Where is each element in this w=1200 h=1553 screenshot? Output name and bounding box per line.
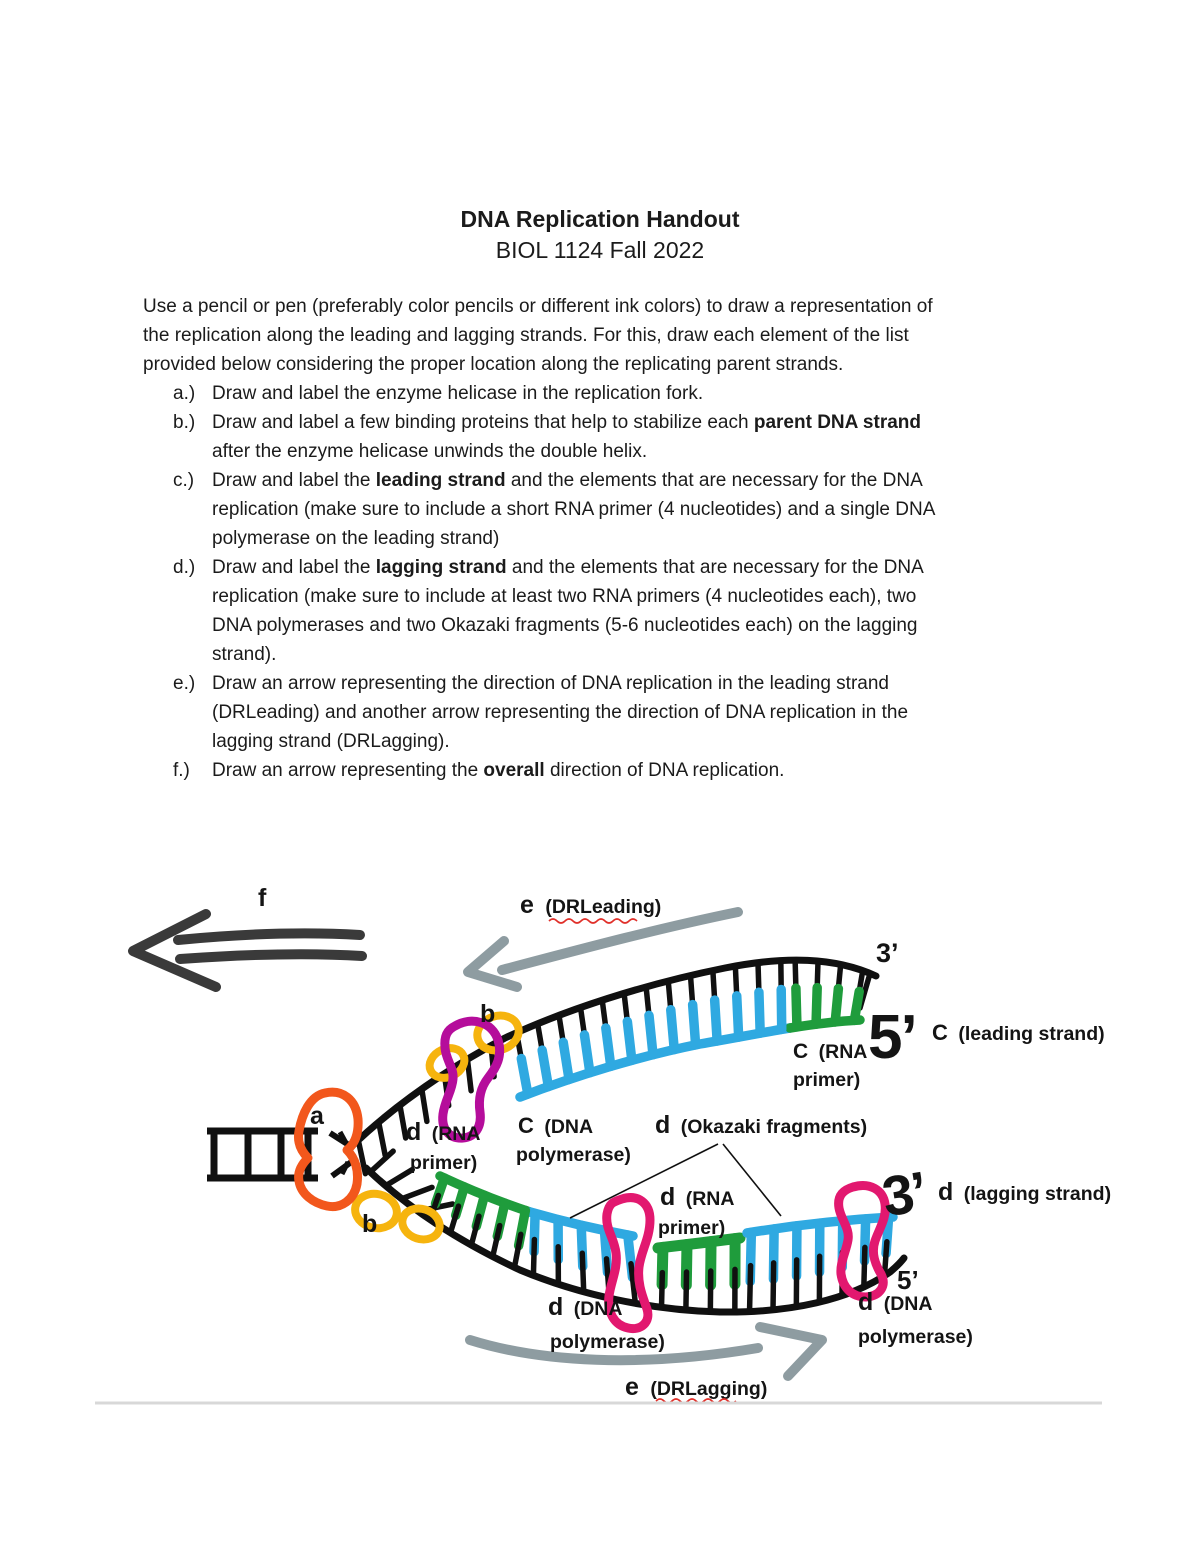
overall-direction-arrow — [133, 914, 362, 987]
bold-phrase: overall — [483, 760, 545, 781]
text-run: lagging strand (DRLagging). — [212, 731, 450, 752]
item-marker: e.) — [173, 673, 196, 694]
strand-tick — [542, 1050, 548, 1086]
text-run: and the elements that are necessary for the DNA — [505, 470, 923, 491]
mid-rna-primer-label-line1: d (RNA — [660, 1183, 735, 1211]
strand-tick — [402, 1187, 432, 1198]
bold-phrase: lagging strand — [375, 557, 507, 578]
mid-rna-primer-label-line2: primer) — [658, 1217, 726, 1239]
leading-polymerase-label-line1: C (DNA — [518, 1113, 594, 1138]
text-run: direction of DNA replication. — [544, 760, 785, 781]
overall-arrow-shaft-top — [178, 933, 360, 940]
five-prime-leading-label: 5’ — [868, 1003, 916, 1072]
text-run: (DRLeading) and another arrow representing the direction of DNA replication in the — [212, 702, 909, 723]
strand-tick — [796, 988, 797, 1027]
three-prime-top-label: 3’ — [876, 938, 899, 968]
bold-phrase: leading strand — [375, 470, 506, 491]
text-run: Draw an arrow representing the — [212, 760, 484, 781]
fork-rna-primer-label-line2: primer) — [410, 1152, 478, 1174]
intro-line: provided below considering the proper location along the replicating parent strands. — [143, 354, 844, 375]
strand-tick — [781, 989, 782, 1029]
item-marker: f.) — [173, 760, 190, 781]
strand-tick — [563, 1042, 569, 1079]
strand-tick — [649, 1015, 653, 1054]
strand-tick — [386, 1170, 413, 1186]
strand-tick — [750, 1266, 751, 1312]
text-run: DNA polymerases and two Okazaki fragments (5-6 nucleotides each) on the lagging — [212, 615, 918, 636]
strand-tick — [854, 991, 859, 1020]
strand-tick — [864, 1247, 865, 1286]
strand-tick — [737, 996, 739, 1037]
strand-tick — [521, 1058, 528, 1094]
five-prime-bottom-label: 5’ — [897, 1265, 919, 1295]
lagging-strand-label: d (lagging strand) — [938, 1178, 1112, 1206]
bold-phrase: parent DNA strand — [753, 412, 921, 433]
text-run: strand). — [212, 644, 277, 665]
text-run: replication (make sure to include at least two RNA primers (4 nucleotides each), two — [212, 586, 917, 607]
strand-tick — [400, 1105, 406, 1138]
text-run: after the enzyme helicase unwinds the double helix. — [212, 441, 648, 462]
strand-tick — [835, 989, 838, 1022]
intro-line: Use a pencil or pen (preferably color pencils or different ink colors) to draw a representation of — [143, 296, 933, 317]
item-marker: b.) — [173, 412, 196, 433]
lagging-polymerase-right-label-line1: d (DNA — [858, 1288, 933, 1316]
label-drleading: e (DRLeading) — [520, 891, 662, 919]
strand-tick — [759, 992, 760, 1033]
text-run: Draw an arrow representing the direction of DNA replication in the leading strand — [212, 673, 889, 694]
drleading-spellcheck-underline — [549, 919, 637, 923]
strand-tick — [422, 1089, 427, 1121]
parent-dna-ladder — [207, 1131, 354, 1178]
leading-rna-primer-label-line2: primer) — [793, 1069, 861, 1091]
leading-rna-primer-label-line1: C (RNA — [793, 1040, 868, 1063]
three-prime-lagging-label: 3’ — [877, 1159, 930, 1229]
label-f: f — [258, 884, 267, 912]
strand-tick — [671, 1010, 674, 1050]
strand-tick — [627, 1021, 632, 1060]
lagging-rna-primer2-backbone — [658, 1238, 740, 1248]
text-run: Draw and label the — [212, 470, 376, 491]
strand-tick — [715, 1000, 717, 1041]
document-subtitle: BIOL 1124 Fall 2022 — [495, 237, 705, 263]
document-title: DNA Replication Handout — [460, 206, 740, 232]
text-run: Draw and label the — [212, 557, 376, 578]
text-run: and the elements that are necessary for the DNA — [506, 557, 924, 578]
text-run: Draw and label the enzyme helicase in the replication fork. — [212, 383, 704, 404]
strand-tick — [686, 1272, 687, 1310]
item-marker: a.) — [173, 383, 196, 404]
lagging-polymerase-left-label-line1: d (DNA — [548, 1293, 623, 1321]
fork-rna-primer-label-line1: d (RNA — [406, 1118, 481, 1146]
label-a-helicase: a — [310, 1102, 324, 1130]
strand-tick — [884, 1242, 886, 1276]
strand-tick — [584, 1035, 589, 1073]
strand-tick — [606, 1028, 611, 1066]
strand-tick — [662, 1273, 663, 1308]
drlagging-arrow-head — [760, 1327, 822, 1376]
lagging-polymerase-left-label-line2: polymerase) — [550, 1331, 665, 1353]
label-b-bottom: b — [362, 1210, 378, 1238]
strand-tick — [370, 1151, 393, 1172]
intro-line: the replication along the leading and lagging strands. For this, draw each element of the list — [143, 325, 909, 346]
item-marker: c.) — [173, 470, 195, 491]
strand-tick — [533, 1239, 534, 1275]
strand-tick — [773, 1263, 774, 1310]
lagging-polymerase-right-label-line2: polymerase) — [858, 1326, 973, 1348]
overall-arrow-head — [133, 914, 216, 987]
strand-tick — [450, 1206, 458, 1233]
text-run: polymerase on the leading strand) — [212, 528, 500, 549]
text-run: Draw and label a few binding proteins that help to stabilize each — [212, 412, 754, 433]
okazaki-fragments-label: d (Okazaki fragments) — [655, 1111, 868, 1139]
strand-tick — [379, 1122, 386, 1155]
item-marker: d.) — [173, 557, 196, 578]
strand-tick — [693, 1005, 696, 1045]
overall-arrow-shaft-bottom — [180, 954, 362, 959]
leading-strand-label: C (leading strand) — [932, 1020, 1105, 1045]
text-run: replication (make sure to include a short RNA primer (4 nucleotides) and a single DNA — [212, 499, 936, 520]
strand-tick — [493, 1226, 500, 1257]
leading-polymerase-label-line2: polymerase) — [516, 1144, 631, 1166]
strand-tick — [471, 1216, 479, 1245]
fork-base-tick — [342, 1162, 348, 1174]
label-b-top: b — [480, 1000, 496, 1028]
strand-tick — [816, 988, 817, 1025]
strand-tick — [582, 1253, 583, 1292]
label-drlagging: e (DRLagging) — [625, 1373, 768, 1401]
